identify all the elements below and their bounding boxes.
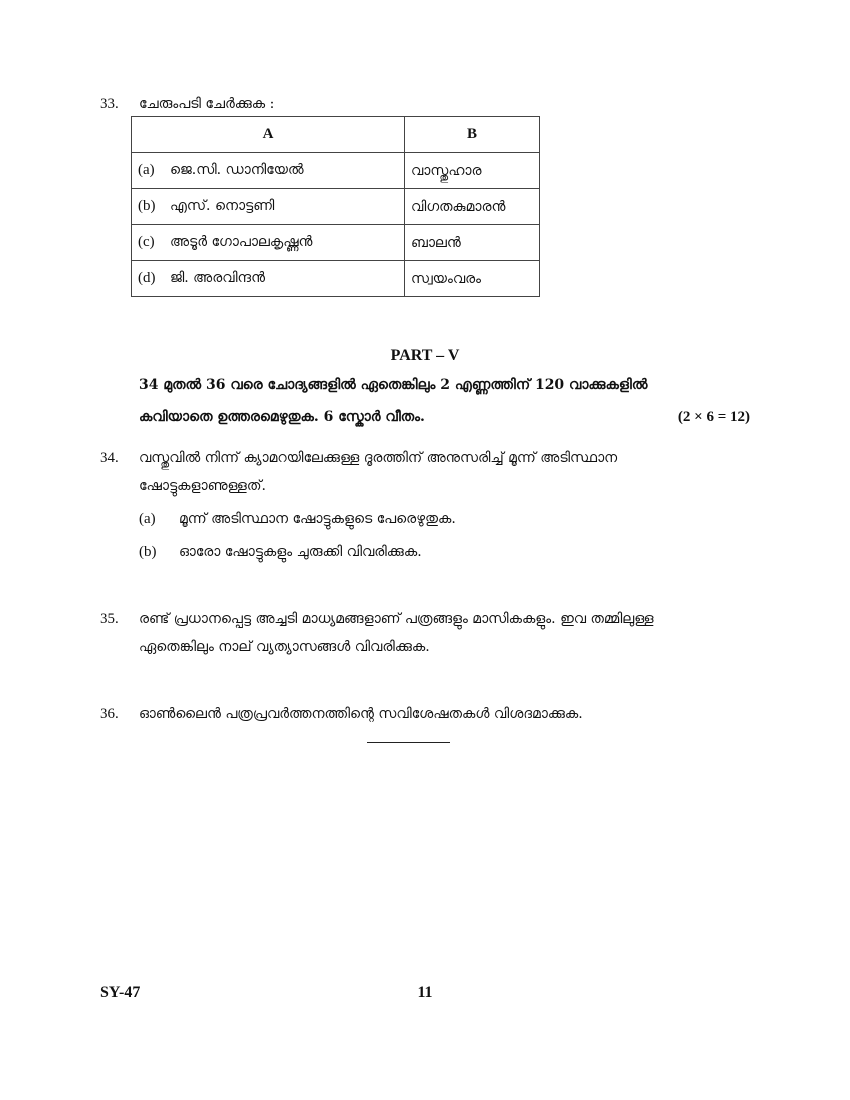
table-row <box>132 225 540 261</box>
end-divider <box>367 742 450 743</box>
question-number: 35. <box>100 611 119 627</box>
question-36-text: ഓൺലൈൻ പത്രപ്രവർത്തനത്തിന്റെ സവിശേഷതകൾ വിശദമാക്കുക. <box>139 706 583 722</box>
part-instruction-line-1: 34 മുതൽ 36 വരെ ചോദ്യങ്ങളിൽ ഏതെങ്കിലും 2 എണ്ണത്തിന് 120 വാക്കുകളിൽ <box>139 377 648 393</box>
question-35-line-2: ഏതെങ്കിലും നാല് വ്യത്യാസങ്ങൾ വിവരിക്കുക. <box>139 639 430 655</box>
cell-b: സ്വയംവരം <box>405 261 540 297</box>
page-number: 11 <box>417 984 433 1001</box>
question-34-line-2: ഷോട്ടുകളാണുള്ളത്. <box>139 478 266 494</box>
option-label: (a) <box>139 511 156 527</box>
table-header-row <box>132 117 540 153</box>
part-marks: (2 × 6 = 12) <box>677 409 750 425</box>
question-number: 33. <box>100 96 119 112</box>
question-34-line-1: വസ്തുവിൽ നിന്ന് ക്യാമറയിലേക്കുള്ള ദൂരത്തിന് അനുസരിച്ച് മൂന്ന് അടിസ്ഥാന <box>139 450 618 466</box>
cell-b: ബാലൻ <box>405 225 540 261</box>
option-label: (a) <box>138 162 155 178</box>
question-34-sub-b <box>139 538 422 566</box>
option-label: (c) <box>138 234 155 250</box>
cell-a-text: ജി. അരവിന്ദൻ <box>170 270 266 286</box>
sub-a-text: മൂന്ന് അടിസ്ഥാന ഷോട്ടുകളുടെ പേരെഴുതുക. <box>179 511 456 527</box>
option-label: (b) <box>138 198 156 214</box>
question-number: 36. <box>100 706 119 722</box>
cell-a <box>132 189 405 225</box>
cell-a <box>132 261 405 297</box>
question-number: 34. <box>100 450 119 466</box>
cell-a-text: അടൂർ ഗോപാലകൃഷ്ണൻ <box>170 234 313 250</box>
sub-b-text: ഓരോ ഷോട്ടുകളും ചുരുക്കി വിവരിക്കുക. <box>179 544 422 560</box>
column-header-b: B <box>405 117 540 153</box>
question-33 <box>100 90 119 118</box>
cell-b: വാസ്തുഹാര <box>405 153 540 189</box>
table-row <box>132 189 540 225</box>
match-table <box>131 116 540 297</box>
part-title: PART – V <box>390 347 460 364</box>
footer-code: SY-47 <box>100 984 141 1001</box>
cell-a-text: ജെ.സി. ഡാനിയേൽ <box>170 162 304 178</box>
cell-a <box>132 153 405 189</box>
cell-a <box>132 225 405 261</box>
part-instruction-line-2: കവിയാതെ ഉത്തരമെഴുതുക. 6 സ്കോർ വീതം. <box>139 409 425 425</box>
cell-a-text: എസ്. നൊട്ടണി <box>170 198 275 214</box>
cell-b: വിഗതകുമാരൻ <box>405 189 540 225</box>
option-label: (b) <box>139 544 157 560</box>
question-33-prompt: ചേരുംപടി ചേർക്കുക : <box>139 96 275 112</box>
table-row <box>132 261 540 297</box>
question-35-line-1: രണ്ട് പ്രധാനപ്പെട്ട അച്ചടി മാധ്യമങ്ങളാണ് പത്രങ്ങളും മാസികകളും. ഇവ തമ്മിലുള്ള <box>139 611 654 627</box>
option-label: (d) <box>138 270 156 286</box>
column-header-a: A <box>132 117 405 153</box>
table-row <box>132 153 540 189</box>
question-34-sub-a <box>139 505 456 533</box>
